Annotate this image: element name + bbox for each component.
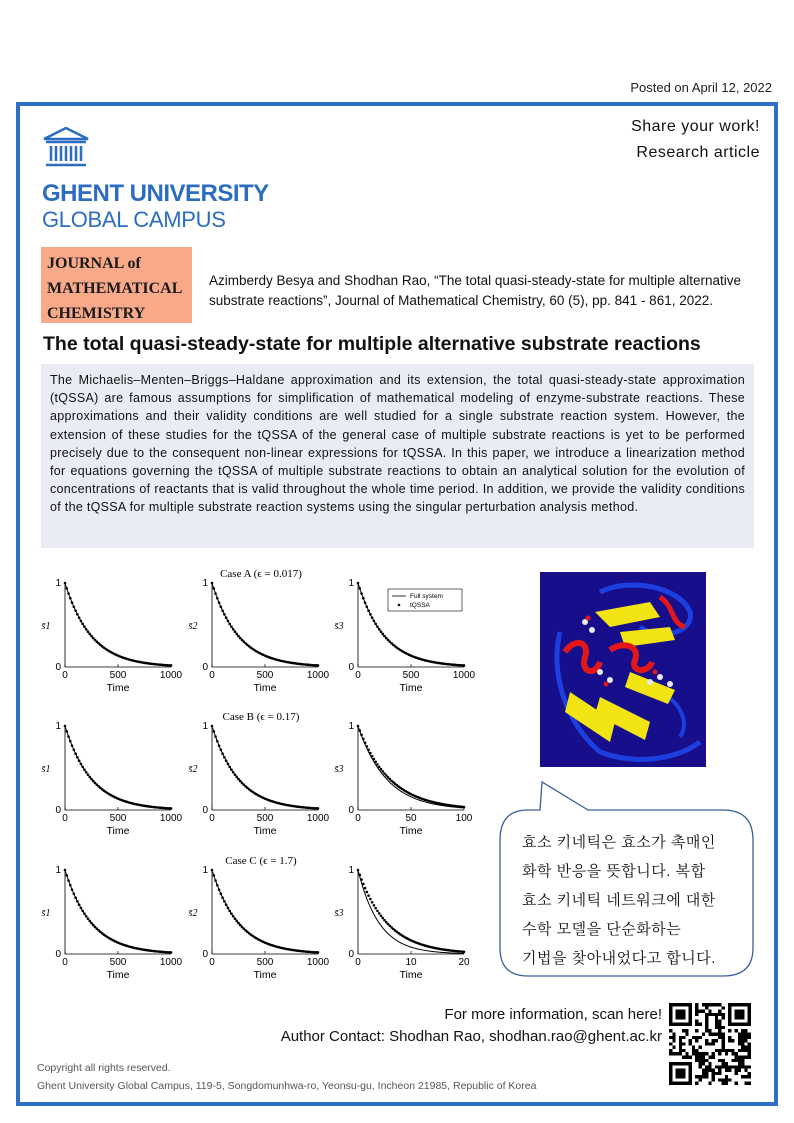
- legend: [388, 589, 462, 611]
- data-point: [232, 771, 235, 774]
- data-point: [378, 766, 381, 769]
- x-axis-label: Time: [399, 682, 423, 694]
- y-tick-label: 0: [348, 949, 354, 960]
- data-point: [69, 884, 72, 887]
- data-point: [228, 623, 231, 626]
- data-point: [360, 734, 363, 737]
- series-tqssa: [211, 725, 320, 810]
- data-point: [88, 920, 91, 923]
- address: Ghent University Global Campus, 119-5, Songdomunhwa-ro, Yeonsu-gu, Incheon 21985, Republic of Korea: [37, 1080, 537, 1092]
- series-tqssa: [64, 869, 173, 954]
- journal-line: JOURNAL of: [47, 255, 141, 272]
- data-point: [317, 664, 320, 667]
- data-point: [76, 756, 79, 759]
- data-point: [67, 879, 70, 882]
- y-tick-label: 1: [55, 721, 61, 732]
- article-type: Research article: [636, 144, 760, 161]
- data-point: [378, 912, 381, 915]
- decay-plot: [182, 711, 330, 845]
- data-point: [362, 738, 365, 741]
- y-tick-label: 0: [202, 949, 208, 960]
- y-axis-label: s̄1: [41, 908, 51, 919]
- x-axis-label: Time: [253, 825, 277, 837]
- data-point: [232, 628, 235, 631]
- data-point: [369, 613, 372, 616]
- data-point: [85, 771, 88, 774]
- data-point: [220, 893, 223, 896]
- data-point: [371, 616, 374, 619]
- x-tick-label: 10: [405, 957, 417, 968]
- data-point: [211, 869, 214, 872]
- y-tick-label: 0: [55, 949, 61, 960]
- data-point: [64, 869, 67, 872]
- data-point: [214, 735, 217, 738]
- x-tick-label: 500: [256, 670, 274, 681]
- series-tqssa: [211, 582, 320, 667]
- share-box: [631, 114, 760, 166]
- data-point: [225, 903, 228, 906]
- decay-plot: [182, 855, 330, 989]
- y-tick-label: 0: [348, 662, 354, 673]
- x-axis-label: Time: [399, 825, 423, 837]
- x-axis-label: Time: [106, 682, 130, 694]
- data-point: [87, 917, 90, 920]
- series-full-system: [65, 726, 171, 808]
- x-tick-label: 1000: [159, 670, 183, 681]
- data-point: [212, 874, 215, 877]
- data-point: [88, 633, 91, 636]
- series-tqssa: [64, 582, 173, 667]
- abstract: The Michaelis–Menten–Briggs–Haldane approximation and its extension, the total quasi-steady-state approximation (tQSSA) are famous assumptions for simplification of mathematical modeling of enzyme-substrate reactions. These approximations and their validity conditions are well studied for a single substrate reaction system. However, the extension of these studies for the tQSSA of the general case of multiple substrate reactions is yet to be performed precisely due to the consequent non-linear expressions for tQSSA. In this paper, we introduce a linearization method for equations governing the tQSSA of multiple substrate reactions to obtain an analytical solution for the evolution of concentrations of reactants that is valid throughout the whole time period. In addition, we provide the validity conditions of the tQSSA for multiple substrate reaction systems using the singular perturbation analysis method.: [41, 364, 754, 548]
- journal-line: CHEMISTRY: [47, 305, 146, 322]
- data-point: [376, 625, 379, 628]
- y-tick-label: 1: [348, 865, 354, 876]
- data-point: [214, 592, 217, 595]
- y-axis-label: s̄2: [188, 908, 198, 919]
- data-point: [218, 888, 221, 891]
- data-point: [463, 806, 466, 809]
- plot-svg: [328, 579, 474, 697]
- data-point: [358, 729, 361, 732]
- data-point: [170, 807, 173, 810]
- data-point: [374, 623, 377, 626]
- data-point: [367, 609, 370, 612]
- data-point: [74, 896, 77, 899]
- plot-title: Case B (ϵ = 0.17): [222, 711, 300, 723]
- data-point: [227, 620, 230, 623]
- data-point: [81, 910, 84, 913]
- data-point: [69, 740, 72, 743]
- data-point: [81, 766, 84, 769]
- data-point: [90, 778, 93, 781]
- plot-svg: [35, 579, 181, 697]
- data-point: [214, 879, 217, 882]
- data-point: [360, 878, 363, 881]
- data-point: [216, 597, 219, 600]
- data-point: [216, 884, 219, 887]
- x-tick-label: 0: [62, 670, 68, 681]
- data-point: [381, 633, 384, 636]
- data-point: [380, 630, 383, 633]
- data-point: [380, 915, 383, 918]
- qr-code-icon[interactable]: [669, 1003, 751, 1085]
- data-point: [74, 609, 77, 612]
- data-point: [367, 894, 370, 897]
- data-point: [87, 630, 90, 633]
- bubble-line: 효소 키네틱은 효소가 촉매인: [522, 834, 716, 851]
- data-point: [367, 749, 370, 752]
- x-tick-label: 1000: [159, 957, 183, 968]
- data-point: [71, 744, 74, 747]
- y-tick-label: 0: [55, 662, 61, 673]
- data-point: [221, 609, 224, 612]
- data-point: [225, 616, 228, 619]
- data-point: [80, 763, 83, 766]
- decay-plot: [328, 722, 474, 845]
- x-tick-label: 1000: [306, 670, 330, 681]
- data-point: [220, 749, 223, 752]
- data-point: [65, 587, 68, 590]
- data-point: [83, 625, 86, 628]
- decay-plot: [35, 722, 181, 845]
- data-point: [357, 725, 360, 728]
- y-tick-label: 1: [202, 865, 208, 876]
- data-point: [90, 635, 93, 638]
- data-point: [73, 606, 76, 609]
- y-axis-label: s̄1: [41, 764, 51, 775]
- data-point: [87, 773, 90, 776]
- protein-structure-image: [540, 572, 706, 767]
- series-tqssa: [64, 725, 173, 810]
- plot-svg: [328, 722, 474, 840]
- journal-logo: [41, 247, 192, 323]
- data-point: [380, 768, 383, 771]
- data-point: [67, 592, 70, 595]
- university-name: GHENT UNIVERSITY: [42, 180, 269, 207]
- y-axis-label: s̄2: [188, 621, 198, 632]
- copyright: Copyright all rights reserved.: [37, 1062, 171, 1074]
- data-point: [228, 910, 231, 913]
- data-point: [317, 951, 320, 954]
- y-axis-label: s̄2: [188, 764, 198, 775]
- data-point: [225, 759, 228, 762]
- data-point: [237, 778, 240, 781]
- data-point: [212, 730, 215, 733]
- data-point: [366, 745, 369, 748]
- data-point: [83, 768, 86, 771]
- plot-svg: [182, 568, 330, 697]
- y-tick-label: 1: [348, 578, 354, 589]
- series-tqssa: [211, 869, 320, 954]
- bubble-line: 수학 모델을 단순화하는: [522, 921, 682, 938]
- y-tick-label: 1: [202, 721, 208, 732]
- data-point: [76, 900, 79, 903]
- data-point: [80, 907, 83, 910]
- x-axis-label: Time: [253, 682, 277, 694]
- x-tick-label: 0: [209, 670, 215, 681]
- data-point: [358, 874, 361, 877]
- axis-lines: [358, 726, 464, 810]
- share-line: Share your work!: [631, 118, 760, 135]
- x-tick-label: 500: [109, 957, 127, 968]
- data-point: [74, 752, 77, 755]
- y-axis-label: s̄3: [334, 908, 344, 919]
- data-point: [212, 587, 215, 590]
- data-point: [369, 898, 372, 901]
- x-tick-label: 500: [256, 813, 274, 824]
- data-point: [383, 772, 386, 775]
- x-axis-label: Time: [253, 969, 277, 981]
- data-point: [211, 725, 214, 728]
- y-tick-label: 1: [348, 721, 354, 732]
- more-info-text: For more information, scan here!: [444, 1006, 662, 1023]
- series-full-system: [65, 870, 171, 952]
- series-full-system: [212, 870, 318, 952]
- data-point: [221, 896, 224, 899]
- data-point: [373, 620, 376, 623]
- data-point: [85, 915, 88, 918]
- series-full-system: [212, 583, 318, 665]
- data-point: [358, 587, 361, 590]
- data-point: [234, 630, 237, 633]
- data-point: [381, 770, 384, 773]
- data-point: [218, 601, 221, 604]
- data-point: [237, 635, 240, 638]
- data-point: [88, 776, 91, 779]
- data-point: [220, 606, 223, 609]
- data-point: [362, 597, 365, 600]
- plot-svg: [182, 711, 330, 840]
- x-axis-label: Time: [106, 969, 130, 981]
- x-tick-label: 1000: [159, 813, 183, 824]
- y-tick-label: 1: [202, 578, 208, 589]
- x-tick-label: 0: [62, 957, 68, 968]
- data-point: [235, 776, 238, 779]
- data-point: [227, 763, 230, 766]
- data-point: [218, 744, 221, 747]
- x-tick-label: 500: [109, 813, 127, 824]
- bubble-line: 효소 키네틱 네트워크에 대한: [522, 892, 716, 909]
- data-point: [73, 893, 76, 896]
- posted-date: Posted on April 12, 2022: [630, 80, 772, 95]
- author-contact: Author Contact: Shodhan Rao, shodhan.rao@ghent.ac.kr: [280, 1028, 662, 1045]
- x-tick-label: 0: [209, 813, 215, 824]
- y-tick-label: 0: [202, 805, 208, 816]
- x-axis-label: Time: [399, 969, 423, 981]
- y-tick-label: 1: [55, 865, 61, 876]
- bubble-text: [522, 828, 752, 973]
- series-full-system: [358, 726, 464, 808]
- data-point: [230, 625, 233, 628]
- data-point: [381, 917, 384, 920]
- x-tick-label: 0: [355, 670, 361, 681]
- x-tick-label: 100: [455, 813, 473, 824]
- data-point: [360, 592, 363, 595]
- data-point: [78, 616, 81, 619]
- series-tqssa: [357, 725, 466, 809]
- y-axis-label: s̄1: [41, 621, 51, 632]
- data-point: [80, 620, 83, 623]
- data-point: [223, 613, 226, 616]
- data-point: [364, 887, 367, 890]
- data-point: [76, 613, 79, 616]
- data-point: [234, 917, 237, 920]
- y-tick-label: 1: [55, 578, 61, 589]
- data-point: [223, 756, 226, 759]
- data-point: [230, 768, 233, 771]
- y-axis-label: s̄3: [334, 621, 344, 632]
- data-point: [373, 758, 376, 761]
- y-tick-label: 0: [202, 662, 208, 673]
- x-tick-label: 500: [402, 670, 420, 681]
- plot-svg: [182, 855, 330, 984]
- data-point: [234, 773, 237, 776]
- campus-name: GLOBAL CAMPUS: [42, 207, 226, 232]
- x-tick-label: 500: [109, 670, 127, 681]
- data-point: [81, 623, 84, 626]
- x-tick-label: 1000: [306, 957, 330, 968]
- data-point: [376, 763, 379, 766]
- data-point: [317, 807, 320, 810]
- data-point: [371, 755, 374, 758]
- data-point: [366, 606, 369, 609]
- data-point: [463, 950, 466, 953]
- data-point: [67, 735, 70, 738]
- data-point: [71, 601, 74, 604]
- data-point: [170, 951, 173, 954]
- university-building-icon: [43, 127, 89, 171]
- data-point: [364, 741, 367, 744]
- data-point: [369, 752, 372, 755]
- data-point: [228, 766, 231, 769]
- decay-plot: [328, 579, 474, 702]
- data-point: [65, 874, 68, 877]
- data-point: [373, 904, 376, 907]
- data-point: [230, 912, 233, 915]
- plot-svg: [35, 866, 181, 984]
- x-tick-label: 1000: [306, 813, 330, 824]
- data-point: [357, 582, 360, 585]
- series-full-system: [212, 726, 318, 808]
- data-point: [211, 582, 214, 585]
- data-point: [378, 628, 381, 631]
- plot-svg: [328, 866, 474, 984]
- data-point: [83, 912, 86, 915]
- legend-entry: Full system: [410, 593, 443, 600]
- data-point: [221, 752, 224, 755]
- data-point: [357, 869, 360, 872]
- data-point: [383, 635, 386, 638]
- data-point: [73, 749, 76, 752]
- x-axis-label: Time: [106, 825, 130, 837]
- series-tqssa: [357, 869, 466, 953]
- plot-svg: [35, 722, 181, 840]
- y-axis-label: s̄3: [334, 764, 344, 775]
- legend-dot-swatch: [398, 604, 401, 607]
- legend-entry: tQSSA: [410, 602, 430, 609]
- citation: Azimberdy Besya and Shodhan Rao, “The total quasi-steady-state for multiple alternative substrate reactions”, Journal of Mathematical Chemistry, 60 (5), pp. 841 - 861, 2022.: [209, 273, 742, 308]
- bubble-line: 기법을 찾아내었다고 합니다.: [522, 950, 716, 967]
- x-tick-label: 0: [355, 957, 361, 968]
- x-tick-label: 1000: [452, 670, 476, 681]
- data-point: [64, 582, 67, 585]
- data-point: [78, 903, 81, 906]
- paper-title: The total quasi-steady-state for multiple alternative substrate reactions: [43, 333, 701, 355]
- data-point: [216, 740, 219, 743]
- data-point: [362, 883, 365, 886]
- data-point: [463, 664, 466, 667]
- data-point: [374, 907, 377, 910]
- data-point: [69, 597, 72, 600]
- data-point: [85, 628, 88, 631]
- x-tick-label: 20: [458, 957, 470, 968]
- x-tick-label: 0: [355, 813, 361, 824]
- bubble-line: 화학 반응을 뜻합니다. 복합: [522, 863, 706, 880]
- data-point: [235, 633, 238, 636]
- data-point: [374, 761, 377, 764]
- data-point: [383, 919, 386, 922]
- data-point: [71, 888, 74, 891]
- data-point: [65, 730, 68, 733]
- data-point: [64, 725, 67, 728]
- decay-plot: [328, 866, 474, 989]
- x-tick-label: 0: [62, 813, 68, 824]
- data-point: [237, 922, 240, 925]
- data-point: [170, 664, 173, 667]
- data-point: [78, 759, 81, 762]
- y-tick-label: 0: [55, 805, 61, 816]
- decay-plot: [35, 866, 181, 989]
- data-point: [232, 915, 235, 918]
- data-point: [364, 601, 367, 604]
- decay-plot: [182, 568, 330, 702]
- data-point: [235, 920, 238, 923]
- series-full-system: [65, 583, 171, 665]
- data-point: [371, 901, 374, 904]
- x-tick-label: 0: [209, 957, 215, 968]
- journal-line: MATHEMATICAL: [47, 280, 183, 297]
- data-point: [376, 910, 379, 913]
- plot-title: Case A (ϵ = 0.017): [220, 568, 302, 580]
- data-point: [223, 900, 226, 903]
- decay-plot: [35, 579, 181, 702]
- plot-title: Case C (ϵ = 1.7): [225, 855, 297, 867]
- y-tick-label: 0: [348, 805, 354, 816]
- data-point: [90, 922, 93, 925]
- data-point: [366, 891, 369, 894]
- x-tick-label: 500: [256, 957, 274, 968]
- x-tick-label: 50: [405, 813, 417, 824]
- data-point: [227, 907, 230, 910]
